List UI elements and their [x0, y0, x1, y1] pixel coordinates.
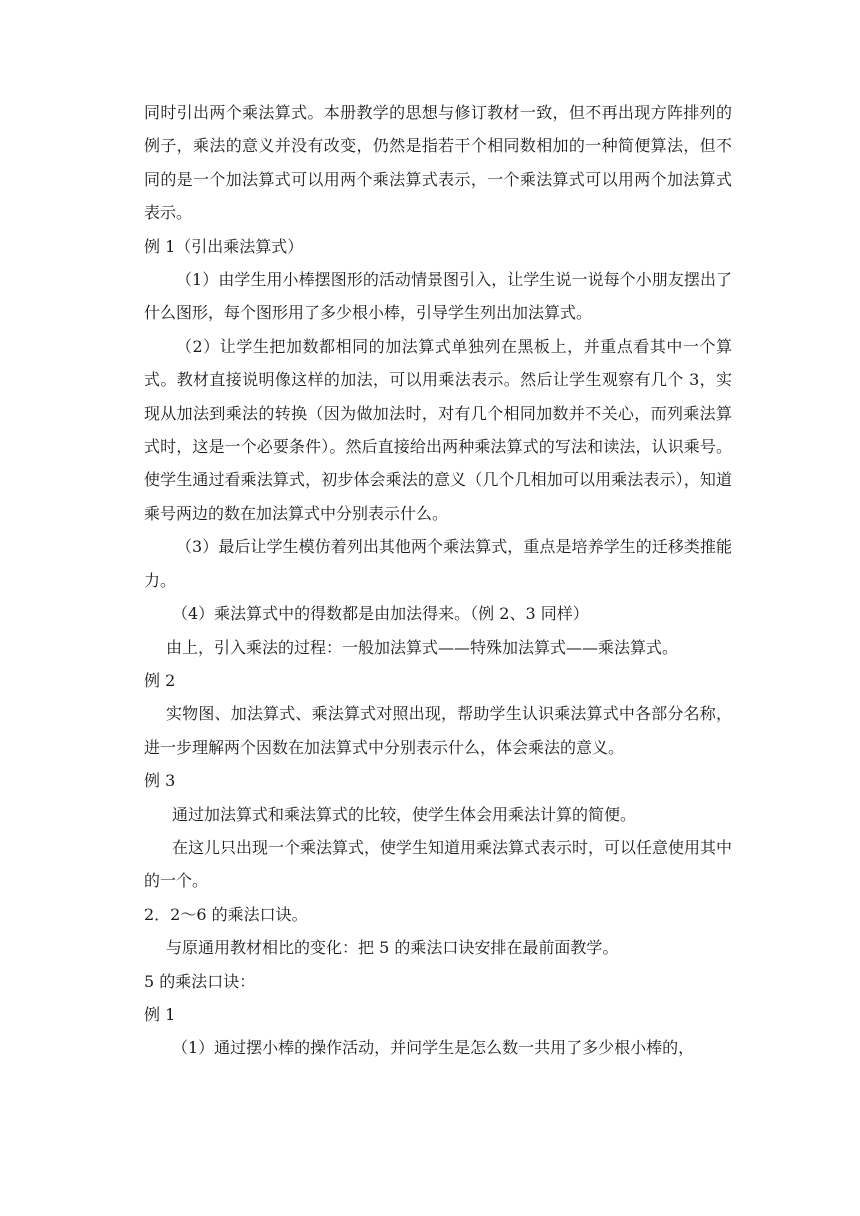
paragraph-step-2: （2）让学生把加数都相同的加法算式单独列在黑板上，并重点看其中一个算式。教材直接说明像这样的加法，可以用乘法表示。然后让学生观察有几个 3，实现从加法到乘法的转换（因为做加法时，对有几个相同加数并不关心，而列乘法算式时，这是一个必要条件）。然后直接给出两种乘法算式的写法和读法，认识乘号。使学生通过看乘法算式，初步体会乘法的意义（几个几相加可以用乘法表示），知道乘号两边的数在加法算式中分别表示什么。	[144, 336, 732, 523]
paragraph-example-3-a: 通过加法算式和乘法算式的比较，使学生体会用乘法计算的简便。	[172, 804, 637, 824]
heading-five-table: 5 的乘法口诀：	[144, 971, 256, 991]
paragraph-step-4: （4）乘法算式中的得数都是由加法得来。（例 2、3 同样）	[172, 604, 589, 624]
paragraph-summary: 由上，引入乘法的过程：一般加法算式——特殊加法算式——乘法算式。	[166, 637, 679, 657]
paragraph-example-2: 实物图、加法算式、乘法算式对照出现，帮助学生认识乘法算式中各部分名称，进一步理解两个因数在加法算式中分别表示什么，体会乘法的意义。	[144, 704, 732, 757]
paragraph-step-1: （1）由学生用小棒摆图形的活动情景图引入，让学生说一说每个小朋友摆出了什么图形，每个图形用了多少根小棒，引导学生列出加法算式。	[144, 270, 732, 323]
heading-example-1: 例 1（引出乘法算式）	[144, 236, 304, 256]
document-body	[144, 96, 732, 1065]
heading-example-3: 例 3	[144, 771, 176, 791]
paragraph-five-step-1: （1）通过摆小棒的操作活动，并问学生是怎么数一共用了多少根小棒的，	[172, 1038, 695, 1058]
paragraph-step-3: （3）最后让学生模仿着列出其他两个乘法算式，重点是培养学生的迁移类推能力。	[144, 537, 732, 590]
heading-example-2: 例 2	[144, 670, 176, 690]
heading-section-2: 2．2～6 的乘法口诀。	[144, 904, 308, 924]
paragraph-section-2-change: 与原通用教材相比的变化：把 5 的乘法口诀安排在最前面教学。	[166, 938, 619, 958]
paragraph-example-3-b: 在这儿只出现一个乘法算式，使学生知道用乘法算式表示时，可以任意使用其中的一个。	[144, 837, 733, 891]
paragraph-intro: 同时引出两个乘法算式。本册教学的思想与修订教材一致，但不再出现方阵排列的例子，乘法的意义并没有改变，仍然是指若干个相同数相加的一种简便算法，但不同的是一个加法算式可以用两个乘法算式表示，一个乘法算式可以用两个加法算式表示。	[144, 103, 732, 223]
heading-five-example-1: 例 1	[144, 1004, 176, 1024]
